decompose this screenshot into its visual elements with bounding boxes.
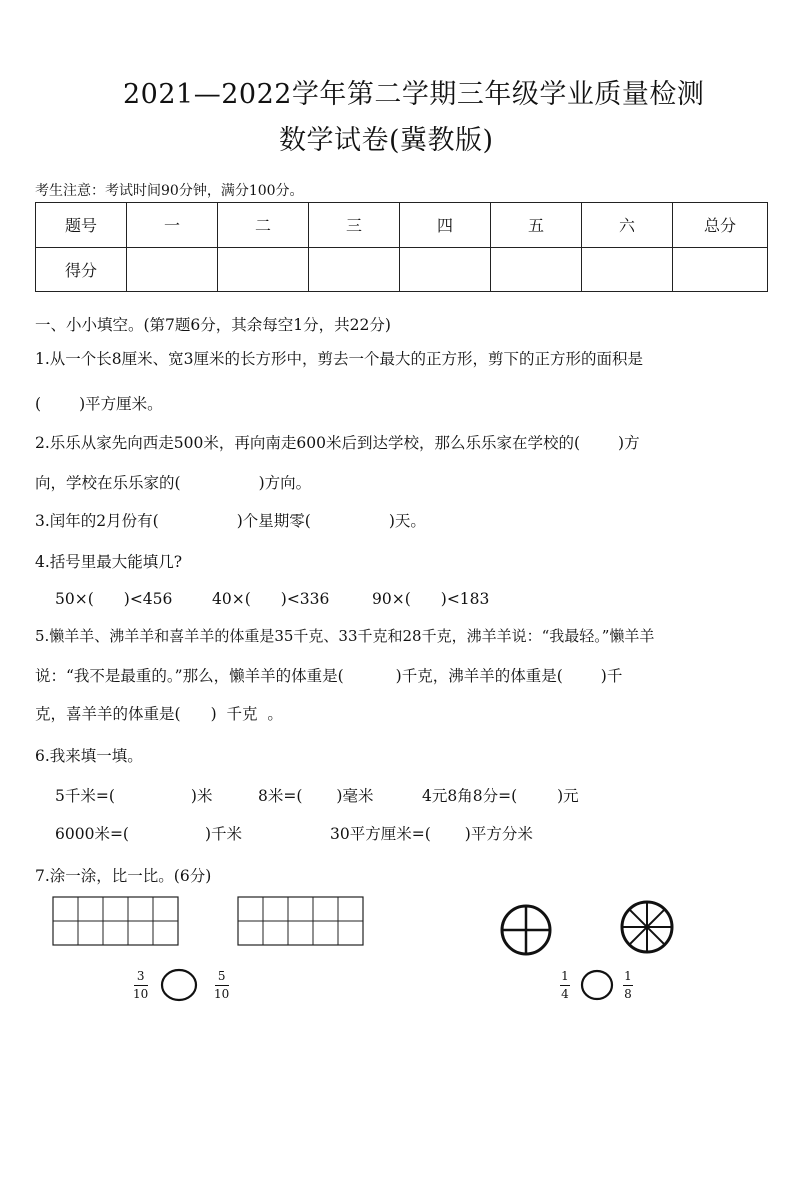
q4-item (372, 590, 489, 608)
q6-item (55, 822, 242, 844)
q4-item-left: 50×( (55, 590, 94, 608)
circle-eighths[interactable] (619, 899, 675, 955)
exam-subtitle: 数学试卷(冀教版) (279, 125, 494, 156)
q3-line (35, 509, 426, 531)
q6-item-left: 30平方厘米=( (330, 825, 431, 843)
circle-quarters[interactable] (499, 903, 553, 957)
q5-line1: 5.懒羊羊、沸羊羊和喜羊羊的体重是35千克、33千克和28千克，沸羊羊说：“我最轻。”懒羊羊 (35, 627, 655, 645)
q2-text2-end: )方向。 (258, 474, 312, 492)
score-cell[interactable] (582, 247, 673, 292)
q3-part2: )个星期零( (236, 512, 311, 530)
fraction-numerator: 3 (136, 969, 145, 983)
q6-item-right: )米 (190, 787, 213, 805)
fraction-one-quarter (560, 970, 570, 1001)
header-cell: 二 (218, 203, 309, 248)
score-cell[interactable] (218, 247, 309, 292)
q6-item-left: 8米=( (258, 787, 303, 805)
score-table-header-row (36, 203, 768, 248)
q4-item-left: 40×( (212, 590, 251, 608)
q7-prompt: 7.涂一涂，比一比。(6分) (35, 867, 212, 885)
q4-item (55, 590, 172, 608)
q4-item-left: 90×( (372, 590, 411, 608)
q5-text-c: )千 (600, 667, 623, 685)
q1-line1: 1.从一个长8厘米、宽3厘米的长方形中，剪去一个最大的正方形，剪下的正方形的面积是 (35, 350, 644, 368)
header-cell: 六 (582, 203, 673, 248)
q6-item-right: )平方分米 (464, 825, 533, 843)
score-cell[interactable] (491, 247, 582, 292)
q5-text-a: 说：“我不是最重的。”那么，懒羊羊的体重是( (35, 667, 344, 685)
score-table (35, 202, 768, 292)
fraction-numerator: 5 (217, 969, 226, 983)
q4-item-right: )<336 (280, 590, 330, 608)
exam-title: 2021—2022学年第二学期三年级学业质量检测 (123, 79, 705, 110)
q2-text: 2.乐乐从家先向西走500米，再向南走600米后到达学校，那么乐乐家在学校的( (35, 434, 581, 452)
q5-line3 (35, 702, 283, 724)
q6-item-left: 6000米=( (55, 825, 129, 843)
q4-item-right: )<183 (440, 590, 490, 608)
q5-line2 (35, 664, 622, 686)
score-cell[interactable] (127, 247, 218, 292)
score-cell[interactable] (400, 247, 491, 292)
fraction-denominator: 8 (624, 987, 632, 1001)
header-cell: 三 (309, 203, 400, 248)
header-cell: 总分 (673, 203, 768, 248)
q1-paren-close: )平方厘米。 (79, 395, 163, 413)
compare-circle-left[interactable] (160, 968, 198, 1002)
fraction-denominator: 10 (214, 987, 230, 1001)
header-cell: 一 (127, 203, 218, 248)
q3-part1: 3.闰年的2月份有( (35, 512, 159, 530)
q6-item-left: 5千米=( (55, 787, 115, 805)
row-label: 得分 (36, 247, 127, 292)
q6-item-right: )千米 (204, 825, 243, 843)
q2-text2: 向，学校在乐乐家的( (35, 474, 181, 492)
fraction-denominator: 10 (133, 987, 149, 1001)
q6-item-right: )元 (557, 787, 579, 805)
q2-line2 (35, 471, 311, 493)
q6-item (55, 784, 212, 806)
score-cell[interactable] (673, 247, 768, 292)
q4-item (212, 590, 329, 608)
q6-item-left: 4元8角8分=( (422, 787, 518, 805)
q2-text-end: )方 (618, 434, 640, 452)
q6-item (330, 822, 533, 844)
q6-item-right: )毫米 (336, 787, 374, 805)
q1-line2 (35, 392, 163, 414)
compare-circle-right[interactable] (580, 969, 614, 1001)
fraction-numerator: 1 (624, 969, 632, 983)
fraction-five-tenths (214, 970, 229, 1001)
header-cell: 题号 (36, 203, 127, 248)
fraction-three-tenths (133, 970, 148, 1001)
score-table-score-row (36, 247, 768, 292)
q4-prompt: 4.括号里最大能填几? (35, 553, 183, 571)
q3-part3: )天。 (388, 512, 426, 530)
exam-notice: 考生注意：考试时间90分钟，满分100分。 (35, 183, 304, 199)
section-heading: 一、小小填空。(第7题6分，其余每空1分，共22分) (35, 316, 391, 334)
q5-text-d: 克，喜羊羊的体重是( (35, 705, 181, 723)
grid-tenths-a[interactable] (52, 896, 180, 948)
q1-paren-open: ( (35, 395, 42, 413)
fraction-numerator: 1 (561, 969, 569, 983)
fraction-one-eighth (623, 970, 633, 1001)
score-cell[interactable] (309, 247, 400, 292)
q2-line1 (35, 431, 640, 453)
q5-text-b: )千克，沸羊羊的体重是( (395, 667, 563, 685)
q6-prompt: 6.我来填一填。 (35, 747, 143, 765)
q6-item (422, 784, 579, 806)
q4-item-right: )<456 (123, 590, 173, 608)
q5-text-e: ) 千克 。 (210, 705, 283, 723)
header-cell: 五 (491, 203, 582, 248)
fraction-denominator: 4 (561, 987, 569, 1001)
header-cell: 四 (400, 203, 491, 248)
grid-tenths-b[interactable] (237, 896, 365, 948)
q6-item (258, 784, 373, 806)
